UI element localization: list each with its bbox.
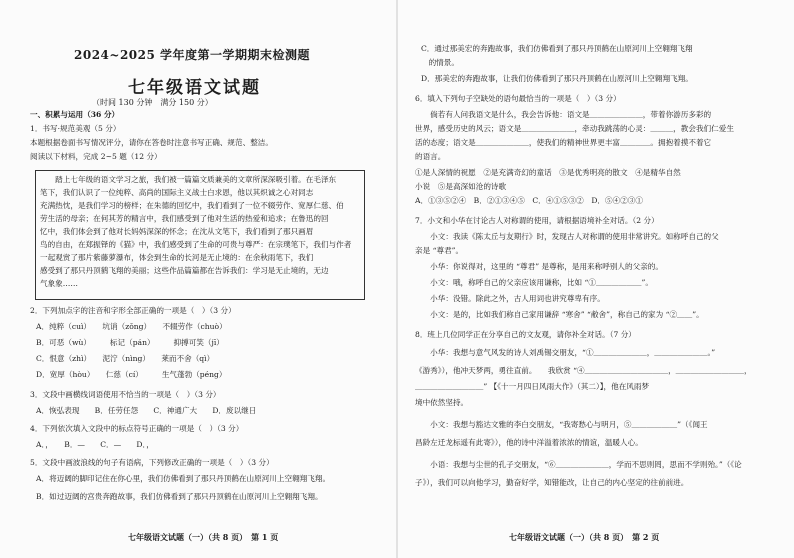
exam-title: 七年级语文试题 (128, 78, 261, 98)
option: B．如过迈阔的宫贵奔跑故事，我们仿佛看到了那只丹顶鹤在山原河川上空翱翔飞翔。 (36, 492, 323, 501)
dialogue-line: 《游秀》），他冲天梦两，勇往直前。 我欣赏 “④＿＿＿＿＿＿＿＿＿＿＿，＿＿＿＿＿＿＿＿＿， (415, 366, 752, 375)
dialogue-line: 境中依然坚持。 (415, 398, 469, 407)
option: C．恨意（zhì） 泥泞（nìng） 莱而不舍（qì） (36, 354, 215, 363)
option: ①是人深情的祝愿 ②是充满奇幻的童话 ③是优秀明亮的散文 ④是精华自然 (415, 168, 681, 177)
page-footer: 七年级语文试题（一）（共 8 页） 第 2 页 (509, 532, 660, 542)
dialogue-line: 小华：没错。除此之外，古人用词也讲究尊卑有序。 (415, 294, 605, 303)
option: A．， B．— C．— D．， (36, 440, 154, 449)
dialogue-line: 小华：你说得对，这里的 “尊君” 是尊称，是用来称呼别人的父亲的。 (415, 262, 663, 271)
option: C．通过那美宏的奔跑故事，我们仿佛看到了那只丹顶鹤在山原河川上空翱翔飞翔 (421, 44, 693, 53)
dialogue-line: 子》），我们可以向他学习，勤奋好学，知错能改，让自己的内心坚定的往前前进。 (415, 478, 689, 487)
dialogue-line: 小文：我想与豁达文雅的李白交朋友，“我寄愁心与明月，⑤＿＿＿＿＿＿”（《闻王 (415, 420, 708, 429)
dialogue-line: 小华：我想与意气风发的诗人刘禹锡交朋友，“①＿＿＿＿＿＿＿，＿＿＿＿＿＿＿。” (415, 348, 716, 357)
question-4: 4．下列依次填入文段中的标点符号正确的一项是（ ）（3 分） (30, 424, 244, 433)
question-6-text: 活的态度；语文是＿＿＿＿＿＿＿，使我们的精神世界更丰富＿＿＿＿。拥抱着摸不着它 (415, 138, 712, 147)
passage-line: 劳生活的母亲；在何其芳的精言中，我们感受到了他对生活的热爱和追求；在鲁迅的回 (40, 214, 329, 223)
question-2: 2．下列加点字的注音和字形全部正确的一项是（ ）（3 分） (30, 306, 236, 315)
passage-line: 忆中，我们体会到了他对长妈妈深深的怀念；在沈从文笔下，我们看到了那只画眉 (40, 227, 314, 236)
dialogue-line: 昌龄左迁龙标遥有此寄》），他的诗中洋溢着浓浓的情谊，温暖人心。 (415, 438, 643, 447)
page-footer: 七年级语文试题（一）（共 8 页） 第 1 页 (128, 532, 279, 542)
reading-passage-box (35, 170, 365, 300)
option: A．将迈阔的脚印记住在你心里，我们仿佛看到了那只丹顶鹤在山原河川上空翱翔飞翔。 (36, 474, 331, 483)
dialogue-line: 小语：我想与尘世的孔子交朋友，“⑥＿＿＿＿＿＿＿，学而不思则罔，思而不学则殆。”（《论 (415, 460, 742, 469)
question-1-desc: 本题根据卷面书写情况评分，请你在答卷时注意书写正确、规范、整洁。 (30, 138, 273, 147)
passage-line: 气象象…… (40, 279, 78, 288)
option: A．纯粹（cuì） 坑诮（zǒng） 不辍劳作（chuò） (36, 322, 227, 331)
option: 的情景。 (421, 58, 459, 67)
passage-line: 鸟的自由，在郑振铎的《猫》中，我们感受到了生命的可贵与尊严：在宗璞笔下，我们与作者 (40, 240, 352, 249)
dialogue-line: 小文：哦，称呼自己的父亲应该用谦称，比如 “①＿＿＿＿＿＿”。 (415, 278, 653, 287)
question-8: 8．班上几位同学正在分享自己的文友观，请你补全对话。（7 分） (415, 330, 636, 339)
question-6-text: 倘若有人问我语文是什么，我会告诉他：语文是＿＿＿＿＿＿＿，带着你游历多彩的 (415, 110, 712, 119)
dialogue-line: 亲是 “尊君”。 (415, 246, 464, 255)
question-5: 5．文段中画波浪线的句子有语病，下列修改正确的一项是（ ）（3 分） (30, 458, 274, 467)
dialogue-line: 小文：我读《陈太丘与友期行》时，发现古人对称谓的使用非常讲究。如称呼自己的父 (415, 232, 719, 241)
passage-line: 一起观赏了那片紫藤萝瀑布，体会到生命的长河是无止境的：在余秋雨笔下，我们 (40, 253, 314, 262)
question-6-text: 的语言。 (415, 152, 446, 161)
reading-instruction: 阅读以下材料，完成 2~5 题（12 分） (30, 152, 162, 161)
section-heading: 一、积累与运用（36 分） (30, 110, 120, 119)
question-6-text: 世界，感受历史的风云；语文是＿＿＿＿＿＿＿，牵动我跳荡的心灵：＿＿＿，教会我们仁爱生 (415, 124, 734, 133)
dialogue-line: ＿＿＿＿＿＿＿＿＿” 【《十一月四日风雨大作》（其二）】，他在风雨梦 (415, 382, 650, 391)
passage-line: 笔下，我们认识了一位纯粹、高尚的国际主义战士白求恩，他以其炽诚之心对同志 (40, 188, 314, 197)
passage-line: 充满热忱，是我们学习的榜样；在朱德的回忆中，我们看到了一位不辍劳作、宽厚仁慈、伯 (40, 201, 344, 210)
option: D．那美宏的奔跑故事，让我们仿佛看到了那只丹顶鹤在山原河川上空翱翔飞翔。 (421, 74, 693, 83)
option: B．可恶（wù） 标记（pán） 抑搏可笑（jī） (36, 338, 224, 347)
option: 小说 ⑤是高深如沧的诗歌 (415, 182, 507, 191)
exam-time-score: （时间 130 分钟 满分 150 分） (92, 98, 213, 107)
dialogue-line: 小文：是的，比如我们称自己家用谦辞 “寒舍” “敝舍”，称自己的家为 “②＿＿”。 (415, 310, 704, 319)
option: A．恢弘表现 B．任劳任怨 C．神通广大 D．废以继日 (36, 406, 257, 415)
page-2 (399, 0, 794, 558)
passage-line: 踏上七年级的语文学习之旅，我们被一篇篇文质兼美的文章所深深吸引着。在毛泽东 (40, 175, 337, 184)
question-6: 6．填入下列句子空缺处的语句最恰当的一项是（ ）（3 分） (415, 94, 621, 103)
option: D．宽厚（hòu） 仁慈（cí） 生气蓬勃（péng） (36, 370, 227, 379)
option: A．①③⑤②④ B．②①③④⑤ C．④①⑤③② D．⑤④②③① (415, 196, 643, 205)
question-7: 7．小文和小华在讨论古人对称谓的使用，请根据语境补全对话。（2 分） (415, 216, 659, 225)
question-1: 1．书写·规范美观（5 分） (30, 124, 121, 133)
question-3: 3．文段中画横线词语使用不恰当的一项是（ ）（3 分） (30, 390, 221, 399)
exam-year-header: 2024~2025 学年度第一学期期末检测题 (74, 48, 311, 62)
passage-line: 感受到了那只丹顶鹤飞翔的美丽；这些作品篇篇都在告诉我们：学习是无止境的，无边 (40, 266, 329, 275)
